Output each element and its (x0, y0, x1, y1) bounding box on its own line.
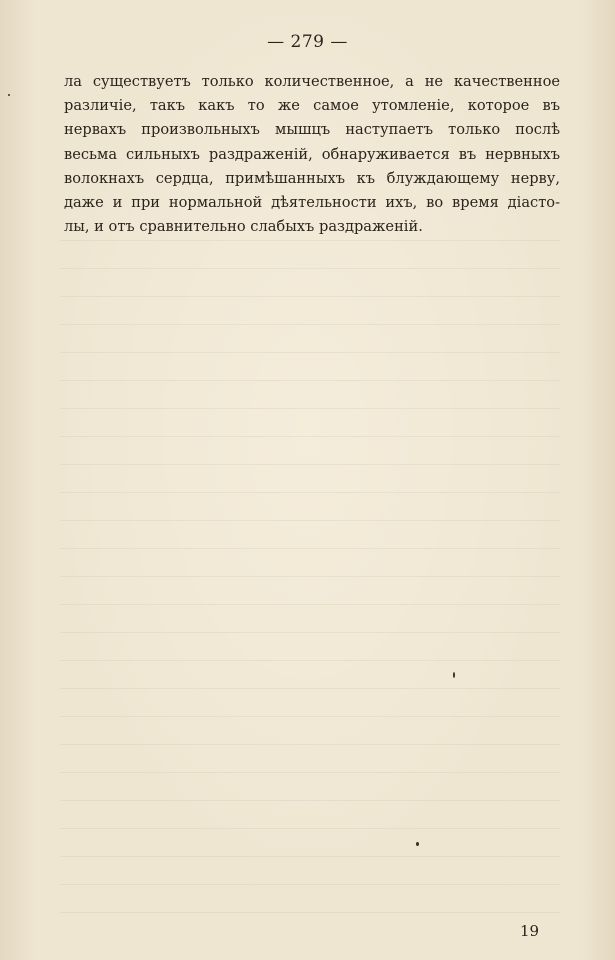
text-line: весьма сильныхъ раздраженій, обнаруживается въ нервныхъ (64, 145, 560, 163)
text-line: ла существуетъ только количественное, а не качественное (64, 73, 560, 90)
ink-speck (8, 94, 10, 96)
page-number: — 279 — (267, 32, 348, 52)
text-line: различіе, такъ какъ то же самое утомленіе, которое въ (64, 97, 560, 115)
text-line: лы, и отъ сравнительно слабыхъ раздраженій. (64, 218, 423, 236)
signature-mark: 19 (520, 922, 540, 940)
text-line: нервахъ произвольныхъ мышцъ наступаетъ только послѣ (64, 121, 560, 139)
body-paragraph (64, 70, 560, 239)
text-line: даже и при нормальной дѣятельности ихъ, во время діасто- (64, 194, 560, 212)
ink-speck (453, 672, 455, 678)
text-line: волокнахъ сердца, примѣшанныхъ къ блуждающему нерву, (64, 169, 560, 187)
bleed-through-texture (60, 240, 560, 920)
ink-speck (416, 842, 419, 846)
